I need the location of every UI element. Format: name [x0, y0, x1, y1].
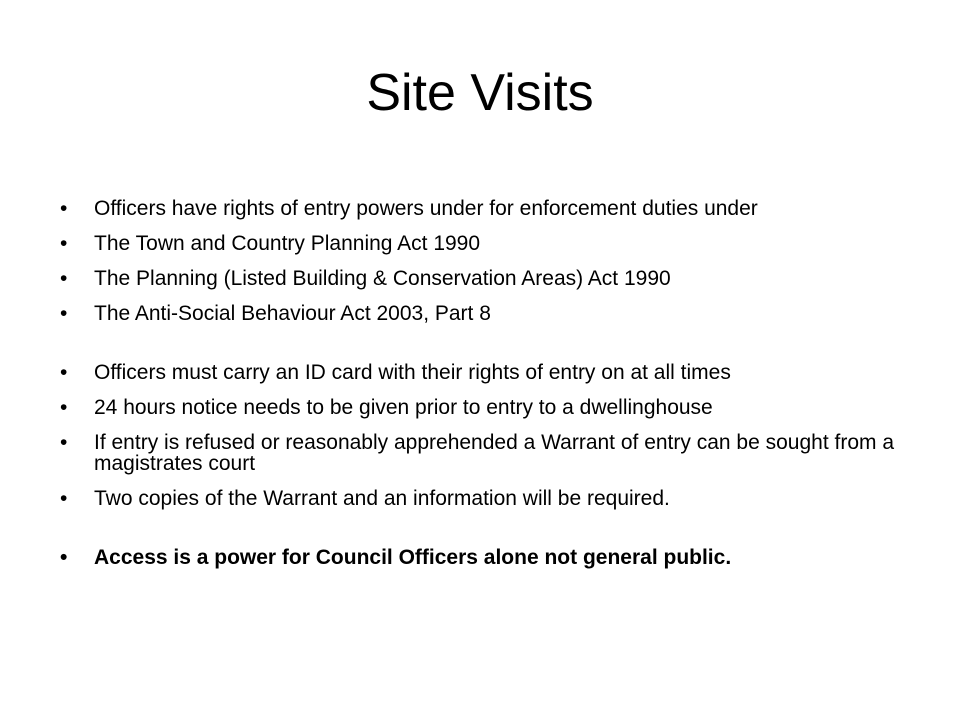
- bullet-item: [60, 397, 920, 418]
- bullet-text: Officers have rights of entry powers under for enforcement duties under: [94, 197, 758, 220]
- bullet-list: [60, 198, 920, 582]
- bullet-dot-icon: •: [60, 546, 68, 569]
- bullet-dot-icon: •: [60, 302, 68, 325]
- bullet-item: [60, 488, 920, 509]
- bullet-text: The Town and Country Planning Act 1990: [94, 232, 481, 255]
- bullet-dot-icon: •: [60, 267, 68, 290]
- bullet-item: [60, 303, 920, 324]
- bullet-dot-icon: •: [60, 431, 68, 454]
- bullet-item: [60, 547, 920, 568]
- bullet-text: Two copies of the Warrant and an information will be required.: [94, 487, 670, 510]
- bullet-dot-icon: •: [60, 197, 68, 220]
- bullet-text: Access is a power for Council Officers alone not general public.: [94, 546, 732, 569]
- bullet-dot-icon: •: [60, 396, 68, 419]
- slide-title: Site Visits: [366, 64, 594, 122]
- bullet-item: [60, 198, 920, 219]
- bullet-text: 24 hours notice needs to be given prior to entry to a dwellinghouse: [94, 396, 713, 419]
- bullet-text: The Planning (Listed Building & Conservation Areas) Act 1990: [94, 267, 671, 290]
- bullet-dot-icon: •: [60, 232, 68, 255]
- bullet-text: If entry is refused or reasonably apprehended a Warrant of entry can be sought from a magistrates court: [94, 431, 894, 475]
- bullet-text: Officers must carry an ID card with their rights of entry on at all times: [94, 361, 731, 384]
- bullet-dot-icon: •: [60, 487, 68, 510]
- bullet-item: [60, 268, 920, 289]
- bullet-item: [60, 432, 920, 474]
- bullet-item: [60, 362, 920, 383]
- bullet-item: [60, 233, 920, 254]
- bullet-text: The Anti-Social Behaviour Act 2003, Part 8: [94, 302, 491, 325]
- bullet-dot-icon: •: [60, 361, 68, 384]
